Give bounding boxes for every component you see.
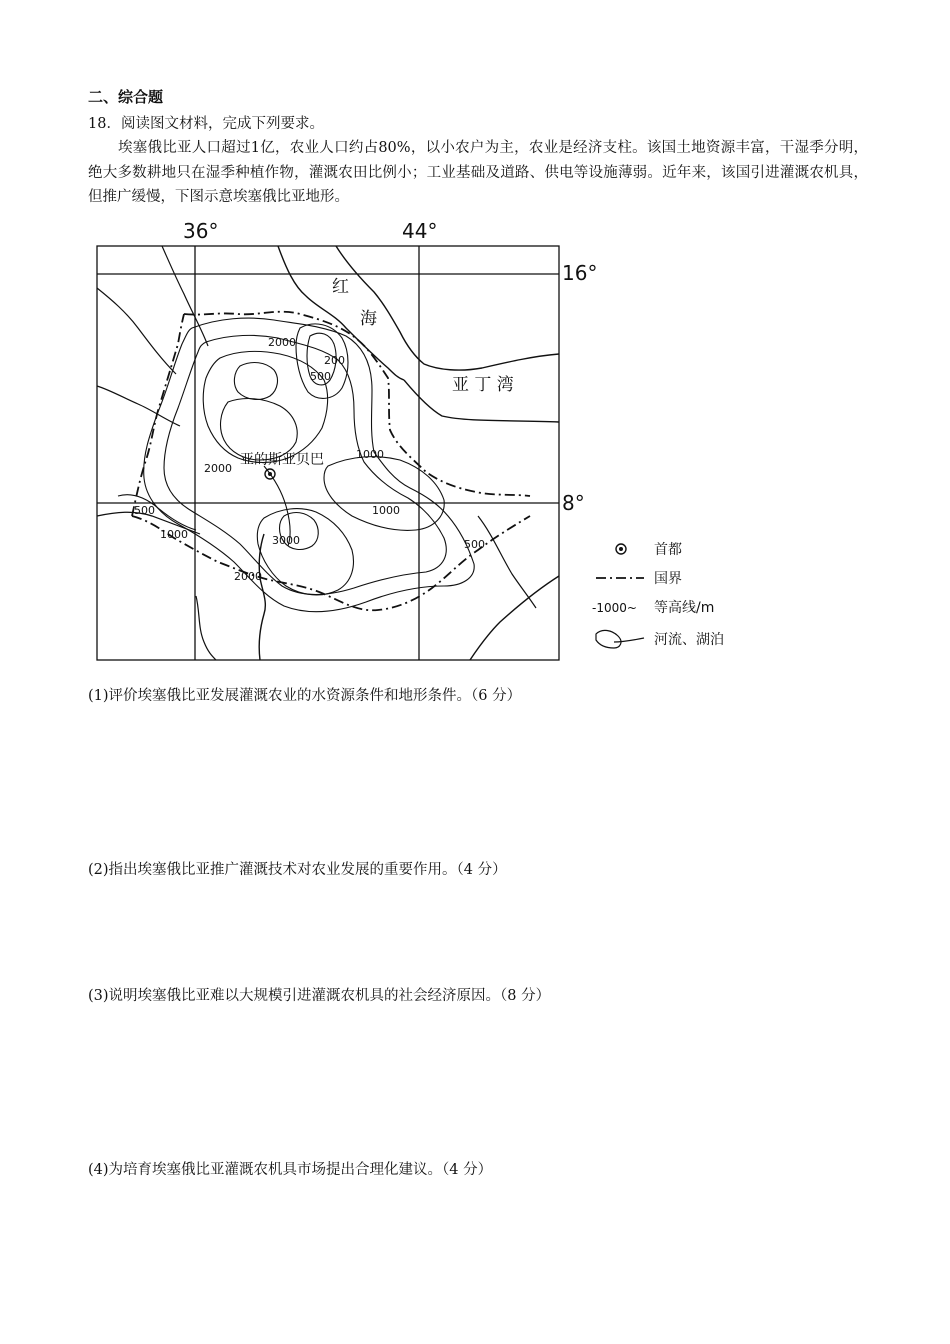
lake-turkana [259,534,265,660]
river-6 [196,596,216,660]
legend-river-icon [614,638,644,642]
red-sea-label-2: 海 [360,309,377,329]
contour-label-200: 200 [324,354,345,367]
south-border [132,516,530,610]
contour-label-1000-c: 1000 [372,504,400,517]
gulf-of-aden-label: 亚 丁 湾 [452,375,514,395]
river-5 [478,516,536,608]
subquestion-2: (2)指出埃塞俄比亚推广灌溉技术对农业发展的重要作用。（4 分） [88,862,507,878]
legend-border-label: 国界 [654,571,682,587]
question-paragraph: 埃塞俄比亚人口超过1亿，农业人口约占80%，以小农户为主，农业是经济支柱。该国土地资源丰富，干湿季分明，绝大多数耕地只在湿季种植作物，灌溉农田比例小；工业基础及道路、供电等设施薄弱。近年来，该国引进灌溉农机具，但推广缓慢，下图示意埃塞俄比亚地形。 [88,140,868,205]
capital-marker-dot [268,472,272,476]
subquestion-3: (3)说明埃塞俄比亚难以大规模引进灌溉农机具的社会经济原因。（8 分） [88,988,551,1004]
contour-label-500-a: 500 [310,370,331,383]
contour-east-1000 [324,457,444,531]
subquestion-1: (1)评价埃塞俄比亚发展灌溉农业的水资源条件和地形条件。（6 分） [88,688,522,704]
legend-capital-label: 首都 [654,542,682,558]
ethiopia-terrain-map [88,216,768,668]
contour-south-2000 [257,509,353,595]
subquestion-4: (4)为培育埃塞俄比亚灌溉农机具市场提出合理化建议。（4 分） [88,1162,493,1178]
river-2 [97,386,180,426]
legend-lake-icon [596,630,621,648]
lon-label-36: 36° [183,219,219,243]
legend-contour-sample: -1000~ [592,601,637,615]
contour-2000-north [203,351,327,462]
map-legend [592,542,724,648]
legend-capital-icon-dot [619,547,623,551]
question-intro: 18．阅读图文材料，完成下列要求。 [88,116,324,132]
legend-contour-label: 等高线/m [654,600,715,616]
lat-label-8: 8° [562,491,585,515]
contour-label-2000-b: 2000 [204,462,232,475]
contour-label-2000-c: 2000 [234,570,262,583]
contour-label-500-c: 500 [464,538,485,551]
section-title: 二、综合题 [88,88,164,106]
lat-label-16: 16° [562,261,598,285]
contour-label-3000: 3000 [272,534,300,547]
horn-coast [470,576,559,660]
contour-2000-peak [234,363,277,400]
contour-label-500-b: 500 [134,504,155,517]
legend-river-lake-label: 河流、湖泊 [654,632,724,648]
river-3 [162,246,208,346]
capital-label: 亚的斯亚贝巴 [240,452,324,468]
map-frame [97,246,559,660]
contour-label-1000-a: 1000 [356,448,384,461]
red-sea-label-1: 红 [332,277,349,297]
contour-label-2000-a: 2000 [268,336,296,349]
river-1 [97,288,176,374]
contour-label-1000-b: 1000 [160,528,188,541]
lon-label-44: 44° [402,219,438,243]
contour-highland-inner [221,399,298,460]
